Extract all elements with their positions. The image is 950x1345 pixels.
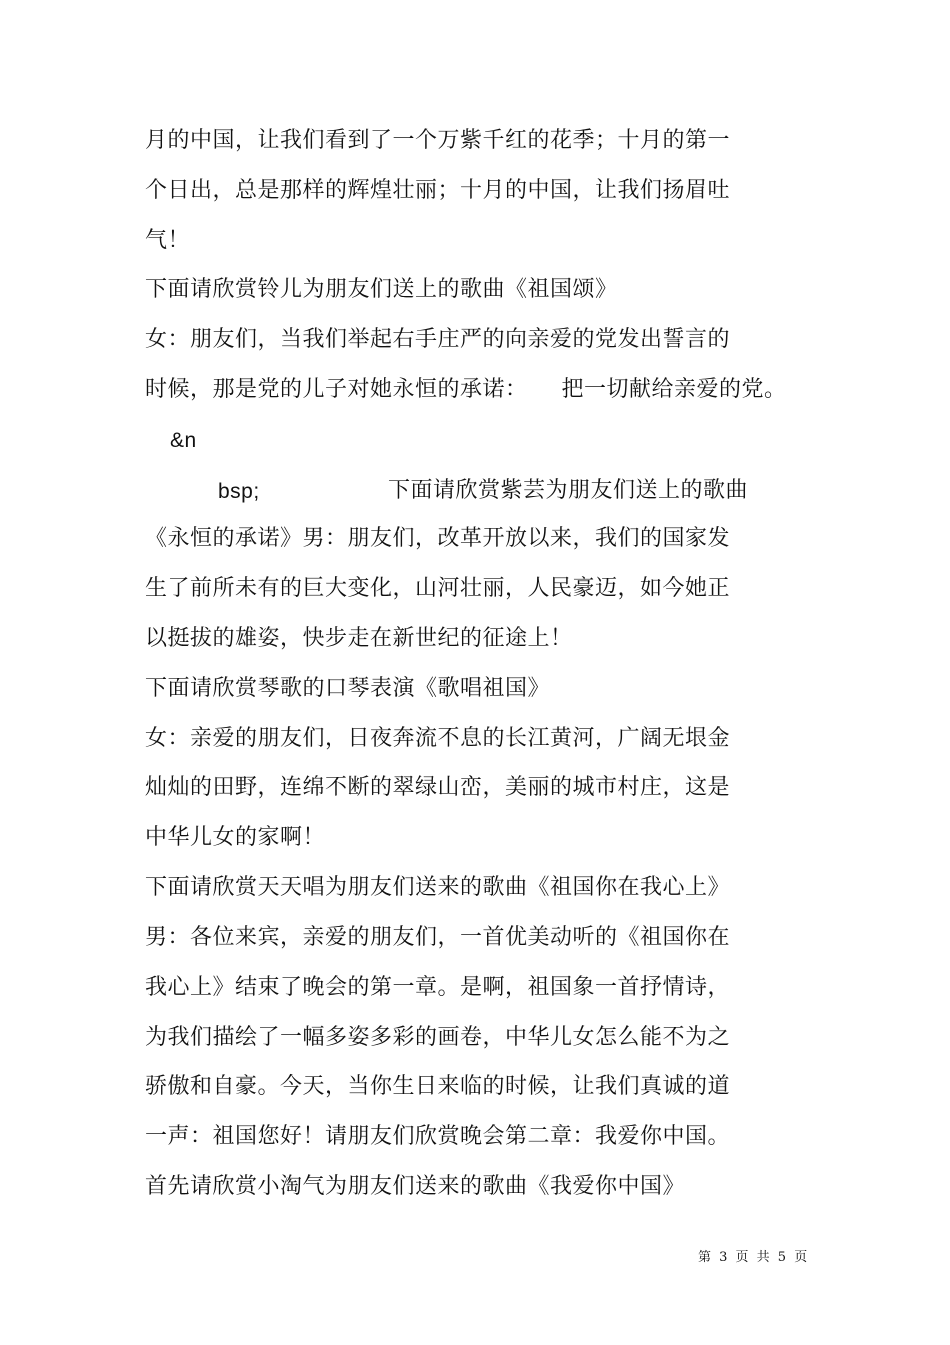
text-line: 中华儿女的家啊！ [145,825,326,850]
text-line: 时候，那是党的儿子对她永恒的承诺： 把一切献给亲爱的党。 [145,377,787,402]
text-line: 气！ [145,228,191,253]
text-line: 月的中国，让我们看到了一个万紫千红的花季；十月的第一 [145,128,731,153]
text-line: 灿灿的田野，连绵不断的翠绿山峦，美丽的城市村庄，这是 [145,775,731,800]
text-line: 我心上》结束了晚会的第一章。是啊，祖国象一首抒情诗， [145,975,731,1000]
text-line: 生了前所未有的巨大变化，山河壮丽，人民豪迈，如今她正 [145,576,731,601]
text-line: 男：各位来宾，亲爱的朋友们，一首优美动听的《祖国你在 [145,925,731,950]
text-line: 为我们描绘了一幅多姿多彩的画卷，中华儿女怎么能不为之 [145,1025,731,1050]
text-line: 下面请欣赏琴歌的口琴表演《歌唱祖国》 [145,676,551,701]
text-line: 下面请欣赏紫芸为朋友们送上的歌曲 [388,478,749,503]
text-line-fragment: &n [170,429,197,452]
text-line: 女：亲爱的朋友们，日夜奔流不息的长江黄河，广阔无垠金 [145,726,731,751]
text-line: 以挺拔的雄姿，快步走在新世纪的征途上！ [145,626,573,651]
text-line: 一声：祖国您好！请朋友们欣赏晚会第二章：我爱你中国。 [145,1124,731,1149]
text-line: 女：朋友们，当我们举起右手庄严的向亲爱的党发出誓言的 [145,327,731,352]
text-line: 《永恒的承诺》男：朋友们，改革开放以来，我们的国家发 [145,526,731,551]
page-number-footer: 第 3 页 共 5 页 [698,1250,810,1265]
text-line: 下面请欣赏天天唱为朋友们送来的歌曲《祖国你在我心上》 [145,875,731,900]
text-line-fragment: bsp; [218,480,260,503]
text-line: 个日出，总是那样的辉煌壮丽；十月的中国，让我们扬眉吐 [145,178,731,203]
text-line: 首先请欣赏小淘气为朋友们送来的歌曲《我爱你中国》 [145,1174,686,1199]
text-line: 骄傲和自豪。今天，当你生日来临的时候，让我们真诚的道 [145,1074,731,1099]
text-line: 下面请欣赏铃儿为朋友们送上的歌曲《祖国颂》 [145,277,618,302]
